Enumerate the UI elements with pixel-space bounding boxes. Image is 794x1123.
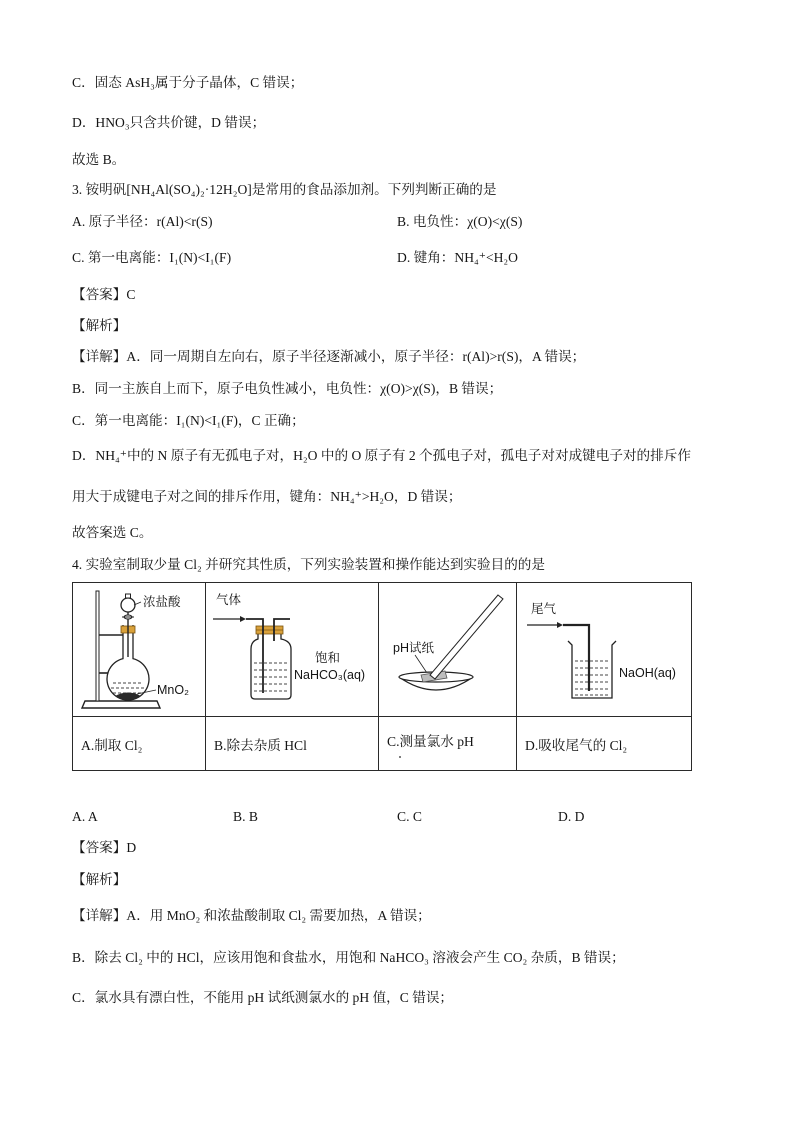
q4-stem: 4. 实验室制取少量 Cl₂ 并研究其性质，下列实验装置和操作能达到实验目的的是 — [72, 557, 545, 572]
q3-explanation-line: B．同一主族自上而下，原子电负性减小，电负性：χ(O)>χ(S)，B 错误； — [72, 381, 503, 396]
stand-rod — [96, 591, 99, 701]
q4-option-b: B. B — [233, 809, 258, 824]
saturated-label: 饱和 — [315, 651, 341, 665]
q3-answer: 【答案】C — [72, 287, 136, 302]
chlorine-generator-diagram — [73, 583, 205, 716]
conc-hcl-label: 浓盐酸 — [143, 595, 181, 609]
ph-test-diagram — [379, 583, 516, 716]
caption-dot — [399, 756, 401, 758]
ph-paper-label: pH试纸 — [393, 641, 434, 655]
q3-explanation-line: 【详解】A．同一周期自左向右，原子半径逐渐减小，原子半径：r(Al)>r(S)，A 错误； — [72, 349, 586, 364]
glass-rod — [430, 595, 503, 679]
naoh-label: NaOH(aq) — [619, 666, 676, 680]
caption-d: D.吸收尾气的 Cl₂ — [517, 717, 692, 771]
q3-option-b: B. 电负性：χ(O)<χ(S) — [397, 214, 523, 229]
tail-gas-label: 尾气 — [531, 602, 557, 616]
q4-option-c: C. C — [397, 809, 422, 824]
q4-option-a: A. A — [72, 809, 98, 824]
q3-explanation-line: C．第一电离能：I₁(N)<I₁(F)，C 正确； — [72, 413, 305, 428]
prev-conclusion: 故选 B。 — [72, 152, 126, 167]
q3-option-a: A. 原子半径：r(Al)<r(S) — [72, 214, 213, 229]
q4-explanation-line: B．除去 Cl₂ 中的 HCl，应该用饱和食盐水，用饱和 NaHCO₃ 溶液会产生 CO₂ 杂质，B 错误； — [72, 950, 625, 965]
apparatus-cell-a — [73, 583, 206, 717]
caption-b: B.除去杂质 HCl — [206, 717, 379, 771]
prev-option-c-explanation: C．固态 AsH₃属于分子晶体，C 错误； — [72, 75, 304, 90]
q4-answer: 【答案】D — [72, 840, 137, 855]
separatory-funnel-bulb — [121, 598, 135, 612]
stand-base — [82, 701, 160, 708]
q3-analysis-label: 【解析】 — [72, 318, 127, 333]
q4-option-d: D. D — [558, 809, 585, 824]
q3-conclusion: 故答案选 C。 — [72, 525, 153, 540]
caption-a: A.制取 Cl₂ — [73, 717, 206, 771]
apparatus-cell-b — [206, 583, 379, 717]
q3-explanation-line: D．NH₄⁺中的 N 原子有无孤电子对，H₂O 中的 O 原子有 2 个孤电子对，孤电子对对成键电子对的排斥作 — [72, 448, 691, 463]
caption-c-cell — [379, 717, 517, 771]
tail-gas-absorber-diagram — [517, 583, 691, 716]
apparatus-cell-c — [379, 583, 517, 717]
q4-explanation-line: C．氯水具有漂白性，不能用 pH 试纸测氯水的 pH 值，C 错误； — [72, 990, 454, 1005]
q4-analysis-label: 【解析】 — [72, 872, 127, 887]
wash-bottle — [251, 633, 291, 699]
nahco3-label: NaHCO₃(aq) — [294, 668, 366, 682]
label-leader — [415, 655, 427, 673]
prev-option-d-explanation: D．HNO₃只含共价键，D 错误； — [72, 115, 266, 130]
q4-explanation-line: 【详解】A．用 MnO₂ 和浓盐酸制取 Cl₂ 需要加热，A 错误； — [72, 908, 431, 923]
gas-label: 气体 — [216, 593, 242, 607]
apparatus-cell-d — [517, 583, 692, 717]
q3-option-c: C. 第一电离能：I₁(N)<I₁(F) — [72, 250, 232, 265]
funnel-top-stopper — [126, 594, 131, 598]
apparatus-table — [72, 582, 692, 771]
q3-stem: 3. 铵明矾[NH₄Al(SO₄)₂·12H₂O]是常用的食品添加剂。下列判断正确的是 — [72, 182, 497, 197]
mno2-label: MnO₂ — [157, 683, 189, 697]
q3-option-d: D. 键角：NH₄⁺<H₂O — [397, 250, 518, 265]
gas-washing-bottle-diagram — [206, 583, 378, 716]
q3-explanation-line: 用大于成键电子对之间的排斥作用，键角：NH₄⁺>H₂O，D 错误； — [72, 489, 462, 504]
beaker — [568, 641, 616, 698]
caption-c: C.测量氯水 pH — [387, 733, 474, 749]
